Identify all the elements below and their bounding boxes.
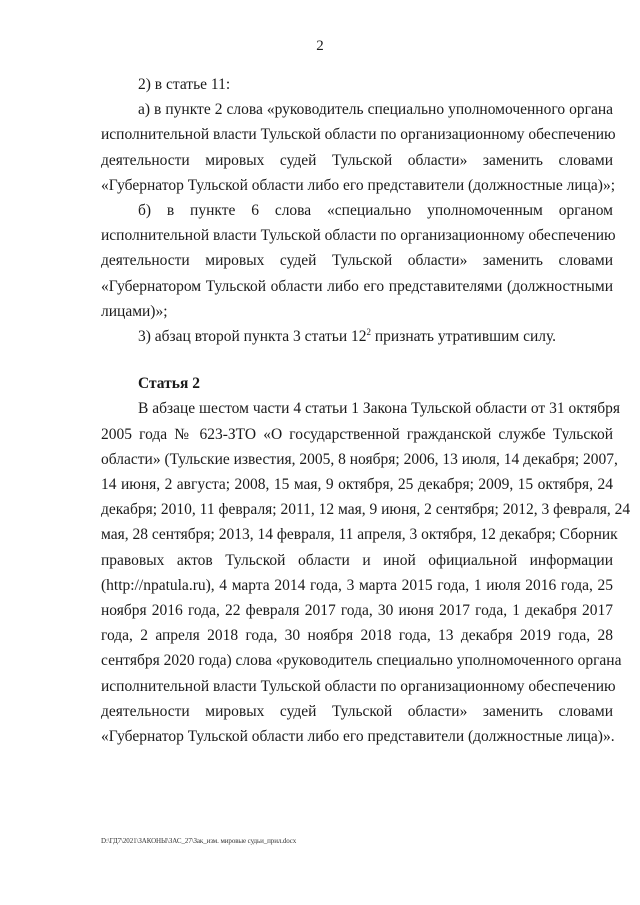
paragraph-a-line: исполнительной власти Тульской области по организационному обеспечению bbox=[101, 126, 616, 144]
article-2-line: мая, 28 сентября; 2013, 14 февраля, 11 апреля, 3 октября, 12 декабря; Сборник bbox=[101, 526, 618, 544]
article-2-line: сентября 2020 года) слова «руководитель специально уполномоченного органа bbox=[101, 652, 622, 670]
article11-heading: 2) в статье 11: bbox=[138, 76, 231, 93]
article-2-line: 14 июня, 2 августа; 2008, 15 мая, 9 октября, 25 декабря; 2009, 15 октября, 24 bbox=[101, 476, 613, 494]
paragraph-b-line: «Губернатором Тульской области либо его представителями (должностными bbox=[101, 277, 613, 295]
section-gap bbox=[101, 349, 613, 371]
article-2-line: декабря; 2010, 11 февраля; 2011, 12 мая, 9 июня, 2 сентября; 2012, 3 февраля, 24 bbox=[101, 501, 631, 519]
paragraph-b-line: лицами)»; bbox=[101, 302, 168, 320]
article-2-line: (http://npatula.ru), 4 марта 2014 года, 3 марта 2015 года, 1 июля 2016 года, 25 bbox=[101, 576, 613, 594]
article-2-line: области» (Тульские известия, 2005, 8 ноября; 2006, 13 июля, 14 декабря; 2007, bbox=[101, 450, 618, 468]
article-2-line: ноября 2016 года, 22 февраля 2017 года, 30 июня 2017 года, 1 декабря 2017 bbox=[101, 602, 613, 620]
item-3-text: 3) абзац второй пункта 3 статьи 12 bbox=[138, 328, 367, 346]
paragraph-b-line: деятельности мировых судей Тульской области» заменить словами bbox=[101, 252, 613, 270]
paragraph-a-line: «Губернатор Тульской области либо его представители (должностные лица)»; bbox=[101, 176, 616, 194]
document-body bbox=[101, 72, 631, 749]
item-3-superscript: 2 bbox=[366, 327, 371, 338]
article-2-line: правовых актов Тульской области и иной официальной информации bbox=[101, 551, 613, 569]
file-path-footer: D:\ГД7\2021\ЗАКОНЫ\ЗАС_27\Зак_изм. мировые судьи_прил.docx bbox=[101, 837, 297, 845]
article-2-line: «Губернатор Тульской области либо его представители (должностные лица)». bbox=[101, 728, 615, 746]
article-2-line: 2005 года № 623-ЗТО «О государственной гражданской службе Тульской bbox=[101, 425, 613, 443]
paragraph-a-line: а) в пункте 2 слова «руководитель специально уполномоченного органа bbox=[138, 101, 613, 119]
page-number: 2 bbox=[316, 38, 324, 54]
item-3-text-end: признать утратившим силу. bbox=[371, 328, 557, 346]
item-3 bbox=[101, 324, 613, 349]
article-2-paragraph bbox=[101, 396, 631, 749]
article-2-line: исполнительной власти Тульской области по организационному обеспечению bbox=[101, 677, 616, 695]
paragraph-a-line: деятельности мировых судей Тульской области» заменить словами bbox=[101, 151, 613, 169]
paragraph-b bbox=[101, 198, 616, 324]
article-2-line: деятельности мировых судей Тульской области» заменить словами bbox=[101, 702, 613, 720]
paragraph-b-line: б) в пункте 6 слова «специально уполномоченным органом bbox=[138, 202, 613, 220]
article-2-line: В абзаце шестом части 4 статьи 1 Закона Тульской области от 31 октября bbox=[138, 400, 620, 418]
article-2-line: года, 2 апреля 2018 года, 30 ноября 2018 года, 13 декабря 2019 года, 28 bbox=[101, 627, 613, 645]
paragraph-b-line: исполнительной власти Тульской области по организационному обеспечению bbox=[101, 227, 616, 245]
paragraph-a bbox=[101, 97, 616, 198]
article-2-title: Статья 2 bbox=[138, 375, 200, 393]
